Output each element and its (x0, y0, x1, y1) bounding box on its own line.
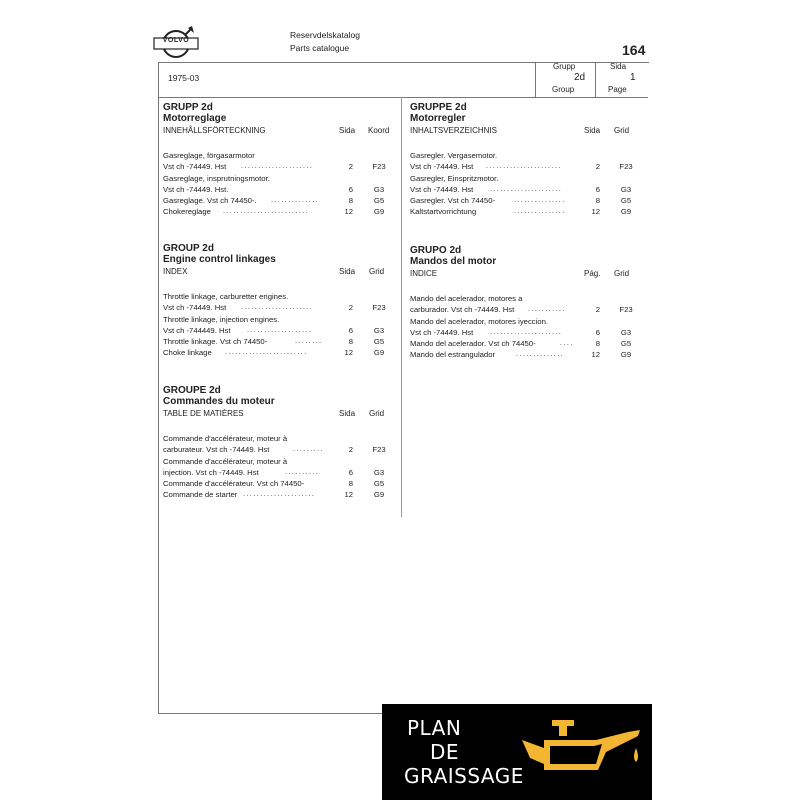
list-item (163, 195, 391, 206)
entry-text: Throttle linkage. Vst ch 74450- (163, 337, 268, 347)
entry-text: Vst ch -74449. Hst (163, 303, 227, 313)
entry-text: Commande d'accélérateur, moteur à (163, 434, 288, 443)
list-item (163, 325, 391, 336)
col-header-page: Sida (339, 409, 356, 418)
sida-label: Sida (610, 62, 627, 71)
entry-page: 2 (595, 162, 600, 172)
list-item (163, 456, 391, 467)
dot-leader: .............. (271, 197, 320, 205)
entry-text: Gasregler, Einspritzmotor. (410, 173, 499, 183)
dot-leader: ........ (295, 338, 323, 346)
list-item (163, 302, 391, 313)
entry-page: 8 (595, 339, 600, 349)
dot-leader: ..................... (241, 163, 314, 171)
list-item (410, 349, 638, 360)
entry-text: Mando del acelerador. Vst ch 74450- (410, 339, 536, 349)
entry-page: 12 (591, 207, 600, 217)
col-header-page: Sida (339, 267, 356, 276)
dot-leader: ............... (514, 197, 566, 205)
list-item (163, 173, 391, 184)
logo-wordmark: VOLVO (162, 37, 190, 44)
entry-text: Vst ch -744449. Hst (163, 325, 231, 335)
section-subheading: Commandes du moteur (163, 396, 275, 407)
group-value: 2d (574, 72, 586, 83)
list-item (163, 184, 391, 195)
entry-text: Gasreglage. Vst ch 74450-. (163, 196, 257, 206)
entry-page: 6 (595, 327, 600, 337)
catalog-title-sv: Reservdelskatalog (290, 30, 360, 40)
list-item (163, 467, 391, 478)
entry-page: 2 (348, 162, 353, 172)
list-item (410, 150, 638, 161)
banner-line-2: DE (430, 740, 460, 764)
entry-text: Vst ch -74449. Hst. (163, 184, 229, 194)
list-item (163, 489, 391, 500)
list-item (410, 184, 638, 195)
section-heading: GROUPE 2d (163, 385, 221, 396)
entry-page: 8 (348, 337, 353, 347)
grupp-label: Grupp (553, 62, 576, 71)
entry-text: Throttle linkage, injection engines. (163, 314, 280, 324)
list-item (163, 336, 391, 347)
header-col-divider-1 (535, 62, 536, 97)
entry-grid: G3 (373, 325, 385, 335)
entry-text: Mando del acelerador, motores a (410, 294, 523, 303)
entry-text: Gasregler. Vst ch 74450- (410, 196, 496, 206)
list-item (410, 206, 638, 217)
section-german (410, 102, 638, 218)
entry-page: 2 (348, 303, 353, 313)
header-col-divider-2 (595, 62, 596, 97)
page-number: 164 (622, 42, 646, 58)
entry-grid: G5 (373, 337, 385, 347)
col-header-grid: Koord (368, 126, 390, 135)
section-heading: GRUPP 2d (163, 102, 213, 113)
col-header-page: Pág. (584, 269, 601, 278)
list-item (163, 150, 391, 161)
section-spanish (410, 245, 638, 361)
entry-grid: G3 (373, 184, 385, 194)
entry-text: Vst ch -74449. Hst (163, 162, 227, 172)
entry-grid: G9 (373, 207, 385, 217)
catalog-date: 1975-03 (168, 73, 200, 83)
dot-leader: ........................ (225, 349, 308, 357)
list-item (410, 316, 638, 327)
entry-text: Throttle linkage, carburetter engines. (163, 292, 289, 301)
entry-text: injection. Vst ch -74449. Hst (163, 467, 259, 477)
section-subheading: Mandos del motor (410, 256, 497, 267)
entry-grid: G9 (373, 348, 385, 358)
dot-leader: ..................... (243, 491, 316, 499)
entry-grid: F23 (372, 445, 386, 455)
list-item (163, 206, 391, 217)
entry-grid: G5 (620, 196, 632, 206)
dot-leader: ..................... (490, 328, 563, 336)
list-item (410, 195, 638, 206)
entry-list (410, 293, 638, 361)
section-french (163, 385, 391, 501)
section-heading: GRUPO 2d (410, 245, 462, 256)
entry-text: Vst ch -74449. Hst (410, 162, 474, 172)
entry-grid: G5 (373, 479, 385, 489)
list-item (163, 433, 391, 444)
entry-text: Commande d'accélérateur. Vst ch 74450- (163, 479, 305, 489)
catalog-title-en: Parts catalogue (290, 43, 350, 53)
entry-grid: F23 (619, 305, 633, 315)
entry-grid: G3 (620, 327, 632, 337)
entry-list (163, 291, 391, 359)
dot-leader: ......... (293, 446, 325, 454)
section-subheading: Engine control linkages (163, 254, 276, 265)
entry-grid: G9 (620, 207, 632, 217)
list-item (410, 327, 638, 338)
list-item (410, 293, 638, 304)
entry-text: Kaltstartvorrichtung (410, 207, 477, 217)
col-header-grid: Grid (614, 269, 630, 278)
col-header-page: Sida (339, 126, 356, 135)
col-header-grid: Grid (614, 126, 630, 135)
entry-text: Mando del estrangulador (410, 350, 496, 360)
entry-text: Vst ch -74449. Hst (410, 184, 474, 194)
entry-text: Commande de starter (163, 490, 238, 500)
section-english (163, 243, 391, 359)
list-item (163, 314, 391, 325)
dot-leader: ......................... (223, 208, 310, 216)
banner-line-1: PLAN (407, 716, 462, 740)
entry-page: 2 (595, 305, 600, 315)
list-item (163, 478, 391, 489)
entry-text: Gasregler. Vergasemotor. (410, 151, 498, 160)
entry-page: 2 (348, 445, 353, 455)
entry-text: Commande d'accélérateur, moteur à (163, 456, 288, 466)
entry-text: Vst ch -74449. Hst (410, 327, 474, 337)
entry-page: 12 (344, 207, 353, 217)
page-label: Page (608, 85, 627, 94)
index-label: INNEHÅLLSFÖRTECKNING (163, 126, 266, 135)
entry-page: 8 (595, 196, 600, 206)
section-subheading: Motorregler (410, 113, 466, 124)
entry-text: carburador. Vst ch -74449. Hst (410, 305, 515, 315)
list-item (163, 347, 391, 358)
entry-page: 6 (348, 467, 353, 477)
index-label: TABLE DE MATIÈRES (163, 409, 244, 418)
entry-grid: G3 (373, 467, 385, 477)
section-heading: GROUP 2d (163, 243, 214, 254)
section-heading: GRUPPE 2d (410, 102, 467, 113)
col-header-grid: Grid (369, 267, 385, 276)
entry-page: 12 (344, 490, 353, 500)
col-header-page: Sida (584, 126, 601, 135)
dot-leader: ...................... (486, 163, 562, 171)
entry-grid: G3 (620, 184, 632, 194)
index-label: INHALTSVERZEICHNIS (410, 126, 497, 135)
entry-text: carburateur. Vst ch -74449. Hst (163, 445, 270, 455)
dot-leader: ..................... (241, 304, 314, 312)
entry-page: 6 (348, 325, 353, 335)
index-label: INDEX (163, 267, 188, 276)
dot-leader: ........... (528, 306, 566, 314)
volvo-logo (152, 24, 200, 64)
entry-page: 12 (591, 350, 600, 360)
entry-page: 6 (595, 184, 600, 194)
entry-page: 8 (348, 196, 353, 206)
entry-text: Chokereglage (163, 207, 211, 217)
section-subheading: Motorreglage (163, 113, 227, 124)
entry-grid: G9 (373, 490, 385, 500)
entry-text: Gasreglage, insprutningsmotor. (163, 173, 270, 183)
entry-list (410, 150, 638, 218)
entry-grid: G5 (620, 339, 632, 349)
list-item (410, 338, 638, 349)
list-item (410, 173, 638, 184)
entry-grid: F23 (372, 303, 386, 313)
list-item (163, 161, 391, 172)
list-item (410, 161, 638, 172)
entry-list (163, 433, 391, 501)
entry-grid: F23 (619, 162, 633, 172)
entry-page: 6 (348, 184, 353, 194)
col-header-grid: Grid (369, 409, 385, 418)
banner-line-3: GRAISSAGE (404, 764, 524, 788)
column-divider (401, 97, 402, 517)
entry-page: 12 (344, 348, 353, 358)
entry-text: Mando del acelerador, motores iyeccion. (410, 316, 549, 326)
entry-grid: G9 (620, 350, 632, 360)
dot-leader: ..................... (490, 185, 563, 193)
page-value: 1 (630, 72, 636, 83)
oil-can-icon (518, 718, 650, 790)
section-swedish (163, 102, 391, 218)
volvo-logo-mark (152, 24, 200, 64)
list-item (163, 291, 391, 302)
header-divider (158, 97, 648, 98)
entry-page: 8 (348, 479, 353, 489)
group-label: Group (552, 85, 575, 94)
entry-grid: G5 (373, 196, 385, 206)
entry-text: Choke linkage (163, 348, 212, 358)
dot-leader: ................... (247, 326, 313, 334)
list-item (163, 444, 391, 455)
index-label: INDICE (410, 269, 438, 278)
entry-text: Gasreglage, förgasarmotor (163, 151, 255, 160)
entry-list (163, 150, 391, 218)
dot-leader: .............. (516, 351, 565, 359)
entry-grid: F23 (372, 162, 386, 172)
dot-leader: .......... (285, 468, 320, 476)
dot-leader: .... (560, 340, 574, 348)
list-item (410, 304, 638, 315)
dot-leader: ............... (514, 208, 566, 216)
